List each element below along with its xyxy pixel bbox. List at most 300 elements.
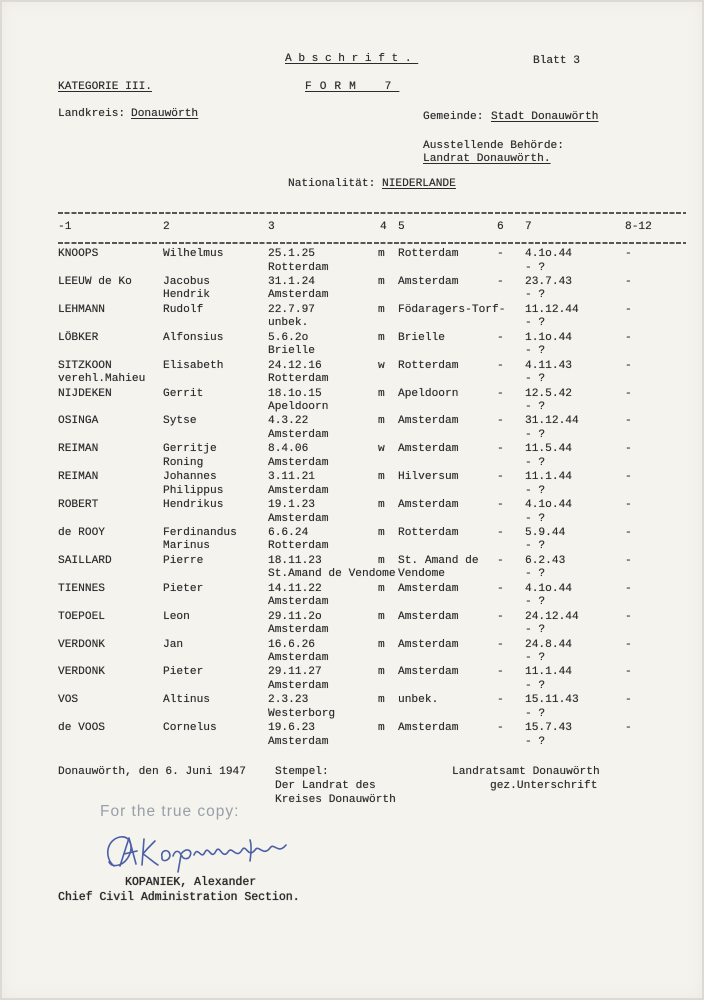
birth-date-place-cell (268, 639, 328, 666)
table-row (0, 722, 704, 750)
surname-line: VERDONK (58, 638, 105, 651)
residence-line: Rotterdam (398, 248, 459, 261)
given-name-line: Gerritje (163, 443, 217, 456)
birth-date-place-cell (268, 360, 328, 387)
residence-cell (398, 360, 458, 373)
surname-line: SITZKOON (58, 359, 112, 372)
given-name-line: Hendrik (163, 289, 210, 302)
birth-date-place-line: St.Amand de Vendome (268, 568, 396, 581)
given-name-cell (163, 388, 203, 401)
column-6-cell (497, 611, 504, 624)
column-6-line: - (497, 415, 504, 428)
birth-date-place-line: Amsterdam (268, 624, 329, 637)
birth-date-place-line: 3.11.21 (268, 471, 315, 484)
birth-date-place-cell (268, 722, 328, 749)
column-7-line: 23.7.43 (525, 276, 572, 289)
column-8-12-cell (625, 555, 632, 568)
column-7-line: - ? (525, 317, 546, 330)
residence-cell (398, 304, 505, 317)
residence-line: Apeldoorn (398, 387, 459, 400)
residence-cell (398, 499, 458, 512)
column-7-line: - ? (525, 651, 546, 664)
column-6-cell (497, 332, 504, 345)
surname-cell (58, 248, 98, 261)
column-8-12-cell (625, 276, 632, 289)
table-header-rule (58, 242, 686, 244)
surname-line: OSINGA (58, 415, 99, 428)
column-7-line: - ? (525, 735, 546, 748)
column-7-cell (525, 388, 572, 415)
residence-cell (398, 415, 458, 428)
column-7-line: - ? (525, 512, 546, 525)
birth-date-place-line: 16.6.26 (268, 638, 315, 651)
table-top-rule (58, 212, 686, 214)
form-number: FORM 7 (305, 81, 400, 93)
sex-cell (378, 304, 385, 317)
given-name-line: Alfonsius (163, 331, 224, 344)
column-7-line: 6.2.43 (525, 554, 566, 567)
surname-cell (58, 555, 112, 568)
residence-cell (398, 276, 458, 289)
certification-stamp: For the true copy: (100, 803, 240, 820)
table-row (0, 639, 704, 667)
surname-cell (58, 722, 105, 735)
column-8-12-cell (625, 443, 632, 456)
birth-date-place-line: 18.11.23 (268, 554, 322, 567)
sex-line: m (378, 499, 385, 512)
column-8-12-line: - (625, 276, 632, 289)
column-6-line: - (497, 248, 504, 261)
given-name-cell (163, 360, 223, 373)
birth-date-place-line: 19.6.23 (268, 722, 315, 735)
given-name-cell (163, 666, 203, 679)
certifier-name: KOPANIEK, Alexander (125, 876, 257, 889)
column-7-line: 12.5.42 (525, 387, 572, 400)
column-6-line: - (497, 276, 504, 289)
column-8-12-cell (625, 248, 632, 261)
given-name-line: Pieter (163, 582, 204, 595)
municipality-value: Stadt Donauwörth (491, 111, 599, 123)
birth-date-place-line: Apeldoorn (268, 401, 329, 413)
sex-line: m (378, 582, 385, 595)
sex-line: m (378, 331, 385, 344)
birth-date-place-line: 22.7.97 (268, 303, 315, 316)
column-6-cell (497, 722, 504, 735)
birth-date-place-line: 8.4.06 (268, 443, 309, 456)
given-name-line: Sytse (163, 415, 197, 428)
sheet-number: Blatt 3 (533, 55, 580, 67)
column-6-cell (497, 639, 504, 652)
residence-line: Amsterdam (398, 415, 459, 428)
table-row (0, 583, 704, 611)
given-name-line: Jacobus (163, 276, 210, 289)
column-6-line: - (497, 638, 504, 651)
column-7-line: 11.12.44 (525, 303, 579, 316)
given-name-line: Hendrikus (163, 499, 224, 512)
residence-cell (398, 583, 458, 596)
column-7-cell (525, 694, 579, 721)
given-name-cell (163, 722, 217, 735)
column-6-cell (497, 694, 504, 707)
column-7-line: 4.1o.44 (525, 248, 572, 261)
given-name-cell (163, 415, 197, 428)
sex-cell (378, 722, 385, 735)
sex-line: m (378, 554, 385, 567)
column-6-line: - (497, 554, 504, 567)
column-8-12-line: - (625, 387, 632, 400)
surname-line: ROBERT (58, 499, 99, 512)
surname-line: verehl.Mahieu (58, 373, 146, 386)
surname-cell (58, 666, 105, 679)
column-7-cell (525, 304, 579, 331)
column-header: 8-12 (625, 221, 652, 233)
sex-line: m (378, 722, 385, 735)
surname-cell (58, 694, 78, 707)
birth-date-place-line: 6.6.24 (268, 527, 309, 539)
birth-date-place-line: Amsterdam (268, 512, 329, 525)
birth-date-place-cell (268, 555, 396, 582)
surname-cell (58, 527, 105, 540)
column-6-line: - (497, 499, 504, 512)
surname-cell (58, 583, 105, 596)
column-7-cell (525, 471, 572, 498)
column-6-cell (497, 248, 504, 261)
column-7-line: - ? (525, 401, 546, 413)
table-row (0, 415, 704, 443)
birth-date-place-line: Amsterdam (268, 484, 329, 497)
category: KATEGORIE III. (58, 81, 152, 93)
column-8-12-line: - (625, 359, 632, 372)
residence-line: Hilversum (398, 471, 459, 484)
table-row (0, 555, 704, 583)
residence-cell (398, 471, 458, 484)
column-7-line: 5.9.44 (525, 527, 566, 539)
surname-cell (58, 639, 105, 652)
given-name-cell (163, 332, 223, 345)
sex-line: m (378, 248, 385, 261)
table-row (0, 694, 704, 722)
given-name-cell (163, 639, 183, 652)
table-row (0, 332, 704, 360)
column-8-12-cell (625, 471, 632, 484)
surname-line: LEHMANN (58, 303, 105, 316)
column-8-12-cell (625, 332, 632, 345)
column-7-line: 4.1o.44 (525, 499, 572, 512)
birth-date-place-line: unbek. (268, 317, 309, 330)
given-name-line: Leon (163, 610, 190, 623)
birth-date-place-line: 31.1.24 (268, 276, 315, 289)
column-6-cell (497, 499, 504, 512)
birth-date-place-cell (268, 471, 328, 498)
sex-cell (378, 276, 385, 289)
column-7-cell (525, 499, 572, 526)
given-name-cell (163, 694, 210, 707)
column-8-12-line: - (625, 443, 632, 456)
surname-cell (58, 415, 98, 428)
column-8-12-line: - (625, 722, 632, 735)
column-8-12-line: - (625, 527, 632, 539)
column-8-12-cell (625, 666, 632, 679)
table-row (0, 499, 704, 527)
given-name-cell (163, 611, 190, 624)
given-name-line: Rudolf (163, 303, 204, 316)
birth-date-place-line: 19.1.23 (268, 499, 315, 512)
column-8-12-line: - (625, 499, 632, 512)
residence-cell (398, 443, 458, 456)
birth-date-place-line: 29.11.27 (268, 666, 322, 679)
birth-date-place-line: 4.3.22 (268, 415, 309, 428)
residence-cell (398, 722, 458, 735)
surname-cell (58, 499, 98, 512)
column-8-12-line: - (625, 331, 632, 344)
birth-date-place-cell (268, 415, 328, 442)
birth-date-place-cell (268, 611, 328, 638)
column-6-line: - (497, 694, 504, 707)
column-8-12-cell (625, 639, 632, 652)
column-8-12-line: - (625, 666, 632, 679)
sex-cell (378, 499, 385, 512)
surname-line: REIMAN (58, 471, 99, 484)
given-name-line: Roning (163, 456, 204, 469)
column-7-cell (525, 583, 572, 610)
stamp-line: Der Landrat des (275, 780, 376, 792)
column-6-line: - (497, 582, 504, 595)
column-8-12-line: - (625, 248, 632, 261)
column-7-cell (525, 415, 579, 442)
birth-date-place-line: 2.3.23 (268, 694, 309, 707)
surname-line: TOEPOEL (58, 610, 105, 623)
column-7-cell (525, 276, 572, 303)
column-7-line: 11.1.44 (525, 666, 572, 679)
handwritten-signature (100, 826, 300, 878)
surname-cell (58, 332, 98, 345)
column-6-line: - (497, 331, 504, 344)
sex-cell (378, 360, 385, 373)
residence-line: Amsterdam (398, 610, 459, 623)
column-6-line: - (497, 666, 504, 679)
given-name-line: Jan (163, 638, 184, 651)
sex-cell (378, 639, 385, 652)
table-row (0, 666, 704, 694)
birth-date-place-line: Rotterdam (268, 373, 329, 386)
surname-cell (58, 276, 132, 289)
municipality-label: Gemeinde: (423, 111, 484, 123)
column-7-cell (525, 666, 572, 693)
column-6-line: - (497, 359, 504, 372)
birth-date-place-line: 25.1.25 (268, 248, 315, 261)
given-name-line: Gerrit (163, 387, 204, 400)
residence-cell (398, 666, 458, 679)
birth-date-place-cell (268, 248, 328, 275)
column-7-cell (525, 527, 565, 554)
column-7-cell (525, 639, 572, 666)
sex-cell (378, 248, 385, 261)
residence-line: Amsterdam (398, 666, 459, 679)
column-8-12-cell (625, 722, 632, 735)
surname-line: TIENNES (58, 582, 105, 595)
district-value: Donauwörth (131, 108, 199, 120)
sex-cell (378, 471, 385, 484)
sex-cell (378, 694, 385, 707)
birth-date-place-line: Amsterdam (268, 679, 329, 692)
surname-line: REIMAN (58, 443, 99, 456)
residence-cell (398, 639, 458, 652)
residence-line: Amsterdam (398, 722, 459, 735)
given-name-line: Elisabeth (163, 359, 224, 372)
column-8-12-cell (625, 304, 632, 317)
column-8-12-cell (625, 499, 632, 512)
column-7-line: - ? (525, 428, 546, 441)
birth-date-place-line: Brielle (268, 345, 315, 358)
birth-date-place-cell (268, 304, 315, 331)
surname-line: VERDONK (58, 666, 105, 679)
certifier-title: Chief Civil Administration Section. (58, 891, 300, 904)
sex-cell (378, 583, 385, 596)
surname-line: VOS (58, 694, 79, 707)
column-8-12-cell (625, 360, 632, 373)
residence-line: Rotterdam (398, 527, 459, 539)
column-8-12-cell (625, 527, 632, 540)
district-label: Landkreis: (58, 108, 126, 120)
column-7-line: - ? (525, 679, 546, 692)
residence-line: Amsterdam (398, 276, 459, 289)
birth-date-place-cell (268, 332, 315, 359)
column-7-cell (525, 555, 565, 582)
sex-cell (378, 332, 385, 345)
column-6-cell (497, 527, 504, 540)
sex-line: m (378, 527, 385, 539)
given-name-line: Altinus (163, 694, 210, 707)
table-row (0, 471, 704, 499)
birth-date-place-line: 24.12.16 (268, 359, 322, 372)
residence-cell (398, 694, 438, 707)
column-header: 6 (497, 221, 504, 233)
column-header: 5 (398, 221, 405, 233)
sex-line: m (378, 694, 385, 707)
given-name-cell (163, 471, 223, 498)
column-6-line: - (497, 471, 504, 484)
column-6-line: - (497, 527, 504, 539)
column-header: 4 (380, 221, 387, 233)
residence-line: Födaragers-Torf- (398, 303, 506, 316)
surname-cell (58, 611, 105, 624)
table-row (0, 527, 704, 555)
stamp-label: Stempel: (275, 766, 329, 778)
column-6-line: - (497, 443, 504, 456)
birth-date-place-line: Rotterdam (268, 540, 329, 553)
table-row (0, 443, 704, 471)
column-6-line: - (497, 610, 504, 623)
table-row (0, 388, 704, 416)
birth-date-place-line: Amsterdam (268, 456, 329, 469)
column-7-line: - ? (525, 540, 546, 553)
column-7-line: 4.11.43 (525, 359, 572, 372)
surname-line: de VOOS (58, 722, 105, 735)
residence-cell (398, 611, 458, 624)
column-8-12-cell (625, 388, 632, 401)
column-header: 3 (268, 221, 275, 233)
sex-line: m (378, 610, 385, 623)
column-7-line: - ? (525, 261, 546, 274)
residence-line: St. Amand de (398, 554, 479, 567)
given-name-cell (163, 499, 223, 512)
surname-cell (58, 443, 98, 456)
column-6-line: - (497, 387, 504, 400)
column-8-12-line: - (625, 554, 632, 567)
sex-line: w (378, 359, 385, 372)
column-8-12-line: - (625, 415, 632, 428)
column-7-line: - ? (525, 624, 546, 637)
column-7-line: 1.1o.44 (525, 331, 572, 344)
birth-date-place-line: Amsterdam (268, 289, 329, 302)
surname-line: LEEUW de Ko (58, 276, 132, 289)
column-header: -1 (58, 221, 72, 233)
residence-cell (398, 388, 458, 401)
authority-label: Ausstellende Behörde: (423, 140, 564, 152)
column-7-cell (525, 248, 572, 275)
birth-date-place-line: Amsterdam (268, 596, 329, 609)
column-7-cell (525, 360, 572, 387)
residence-line: Amsterdam (398, 443, 459, 456)
column-8-12-line: - (625, 303, 632, 316)
given-name-line: Marinus (163, 540, 210, 553)
surname-line: KNOOPS (58, 248, 99, 261)
given-name-line: Pierre (163, 554, 204, 567)
column-7-line: - ? (525, 596, 546, 609)
residence-cell (398, 555, 479, 582)
surname-cell (58, 360, 145, 387)
place-and-date: Donauwörth, den 6. Juni 1947 (58, 766, 246, 778)
column-7-cell (525, 611, 579, 638)
stamp-line: Kreises Donauwörth (275, 794, 396, 806)
column-header: 2 (163, 221, 170, 233)
residence-cell (398, 332, 445, 345)
column-7-line: 11.5.44 (525, 443, 572, 456)
given-name-cell (163, 248, 223, 261)
sex-cell (378, 527, 385, 540)
table-row (0, 276, 704, 304)
residence-line: Amsterdam (398, 499, 459, 512)
given-name-line: Ferdinandus (163, 527, 237, 539)
sex-line: m (378, 638, 385, 651)
column-8-12-cell (625, 415, 632, 428)
nationality-label: Nationalität: (288, 178, 376, 190)
birth-date-place-line: Amsterdam (268, 735, 329, 748)
sex-cell (378, 611, 385, 624)
column-8-12-line: - (625, 471, 632, 484)
birth-date-place-cell (268, 666, 328, 693)
given-name-line: Johannes (163, 471, 217, 484)
given-name-cell (163, 583, 203, 596)
surname-line: SAILLARD (58, 554, 112, 567)
column-8-12-line: - (625, 610, 632, 623)
column-7-line: 11.1.44 (525, 471, 572, 484)
surname-cell (58, 471, 98, 484)
column-8-12-cell (625, 694, 632, 707)
column-header: 7 (525, 221, 532, 233)
column-7-line: 24.12.44 (525, 610, 579, 623)
sex-cell (378, 443, 385, 456)
birth-date-place-line: Rotterdam (268, 261, 329, 274)
birth-date-place-cell (268, 527, 328, 554)
issuing-office: Landratsamt Donauwörth (452, 766, 600, 778)
residence-cell (398, 248, 458, 261)
column-7-line: 24.8.44 (525, 638, 572, 651)
column-6-cell (497, 443, 504, 456)
column-6-cell (497, 360, 504, 373)
column-6-cell (497, 415, 504, 428)
given-name-line: Wilhelmus (163, 248, 224, 261)
